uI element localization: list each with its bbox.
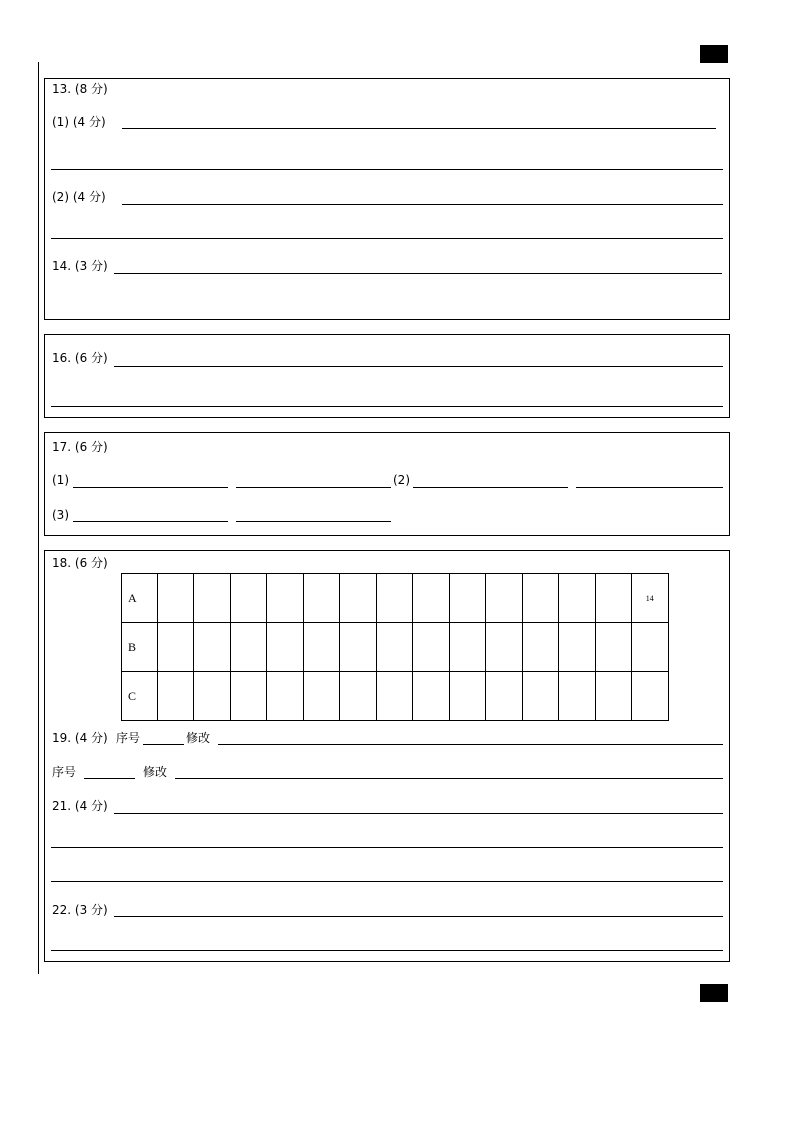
registration-mark-top: [700, 45, 728, 63]
q17-part1-blank-b[interactable]: [236, 487, 391, 488]
q18-answer-grid: [121, 573, 669, 721]
q17-part1-blank-a[interactable]: [73, 487, 228, 488]
q21-label: 21. (4 分): [52, 799, 108, 813]
grid-cell[interactable]: [376, 574, 413, 623]
q19-seq-blank[interactable]: [143, 744, 184, 745]
q21-answer-line-2[interactable]: [51, 847, 723, 848]
grid-cell[interactable]: [413, 574, 450, 623]
q13-part1-answer-line-2[interactable]: [51, 169, 723, 170]
margin-rule: [38, 62, 39, 974]
grid-cell-marker[interactable]: 14: [632, 574, 669, 623]
grid-cell[interactable]: [157, 574, 194, 623]
grid-cell[interactable]: [559, 623, 596, 672]
q17-label: 17. (6 分): [52, 440, 108, 454]
grid-cell[interactable]: [194, 574, 231, 623]
q13-part2-answer-line-2[interactable]: [51, 238, 723, 239]
grid-row-c: [122, 672, 669, 721]
grid-cell[interactable]: [413, 672, 450, 721]
q13-label: 13. (8 分): [52, 82, 108, 96]
grid-row-a: [122, 574, 669, 623]
grid-row-label-b: B: [122, 623, 158, 672]
grid-cell[interactable]: [230, 672, 267, 721]
q17-part2-label: (2): [393, 473, 410, 487]
q13-part2-label: (2) (4 分): [52, 190, 106, 204]
registration-mark-bottom: [700, 984, 728, 1002]
q16-answer-line[interactable]: [114, 366, 723, 367]
q19-fix-line-2[interactable]: [175, 778, 723, 779]
q18-label: 18. (6 分): [52, 556, 108, 570]
q14-answer-line[interactable]: [114, 273, 722, 274]
grid-cell[interactable]: [559, 672, 596, 721]
grid-row-label-a: A: [122, 574, 158, 623]
grid-cell[interactable]: [230, 574, 267, 623]
grid-cell[interactable]: [340, 672, 377, 721]
grid-cell[interactable]: [303, 623, 340, 672]
grid-cell[interactable]: [632, 672, 669, 721]
q22-answer-line[interactable]: [114, 916, 723, 917]
grid-cell[interactable]: [449, 623, 486, 672]
q19-fix-label-2: 修改: [143, 765, 168, 779]
grid-cell[interactable]: [230, 623, 267, 672]
grid-cell[interactable]: [449, 574, 486, 623]
grid-cell[interactable]: [486, 672, 523, 721]
grid-cell[interactable]: [157, 623, 194, 672]
q19-fix-label: 修改: [186, 731, 211, 745]
grid-cell[interactable]: [157, 672, 194, 721]
grid-cell[interactable]: [267, 574, 304, 623]
grid-row-label-c: C: [122, 672, 158, 721]
grid-cell[interactable]: [522, 623, 559, 672]
q14-label: 14. (3 分): [52, 259, 108, 273]
grid-cell[interactable]: [267, 672, 304, 721]
q16-label: 16. (6 分): [52, 351, 108, 365]
q17-part3-label: (3): [52, 508, 69, 522]
grid-cell[interactable]: [376, 672, 413, 721]
q17-part1-label: (1): [52, 473, 69, 487]
grid-cell[interactable]: [449, 672, 486, 721]
grid-cell[interactable]: [522, 672, 559, 721]
grid-cell[interactable]: [303, 574, 340, 623]
q17-part2-blank-a[interactable]: [413, 487, 568, 488]
q13-part1-answer-line[interactable]: [122, 128, 716, 129]
grid-cell[interactable]: [486, 574, 523, 623]
q17-part3-blank-b[interactable]: [236, 521, 391, 522]
grid-row-b: [122, 623, 669, 672]
grid-cell[interactable]: [595, 672, 632, 721]
q17-part2-blank-b[interactable]: [576, 487, 723, 488]
grid-cell[interactable]: [486, 623, 523, 672]
q19-seq-blank-2[interactable]: [84, 778, 135, 779]
grid-cell[interactable]: [413, 623, 450, 672]
q19-fix-line[interactable]: [218, 744, 723, 745]
q13-part2-answer-line[interactable]: [122, 204, 723, 205]
q22-label: 22. (3 分): [52, 903, 108, 917]
grid-cell[interactable]: [522, 574, 559, 623]
grid-cell[interactable]: [340, 574, 377, 623]
grid-cell[interactable]: [632, 623, 669, 672]
q13-part1-label: (1) (4 分): [52, 115, 106, 129]
grid-cell[interactable]: [303, 672, 340, 721]
grid-cell[interactable]: [267, 623, 304, 672]
q21-answer-line-3[interactable]: [51, 881, 723, 882]
q17-part3-blank-a[interactable]: [73, 521, 228, 522]
q19-seq-label-2: 序号: [52, 765, 77, 779]
grid-cell[interactable]: [340, 623, 377, 672]
q19-seq-label: 序号: [116, 731, 141, 745]
grid-cell[interactable]: [376, 623, 413, 672]
grid-cell[interactable]: [595, 574, 632, 623]
grid-cell[interactable]: [194, 672, 231, 721]
grid-cell[interactable]: [559, 574, 596, 623]
q19-label: 19. (4 分): [52, 731, 108, 745]
answer-box-q13-q14: [44, 78, 730, 320]
q22-answer-line-2[interactable]: [51, 950, 723, 951]
grid-cell[interactable]: [595, 623, 632, 672]
q16-answer-line-2[interactable]: [51, 406, 723, 407]
grid-cell[interactable]: [194, 623, 231, 672]
q21-answer-line[interactable]: [114, 813, 723, 814]
